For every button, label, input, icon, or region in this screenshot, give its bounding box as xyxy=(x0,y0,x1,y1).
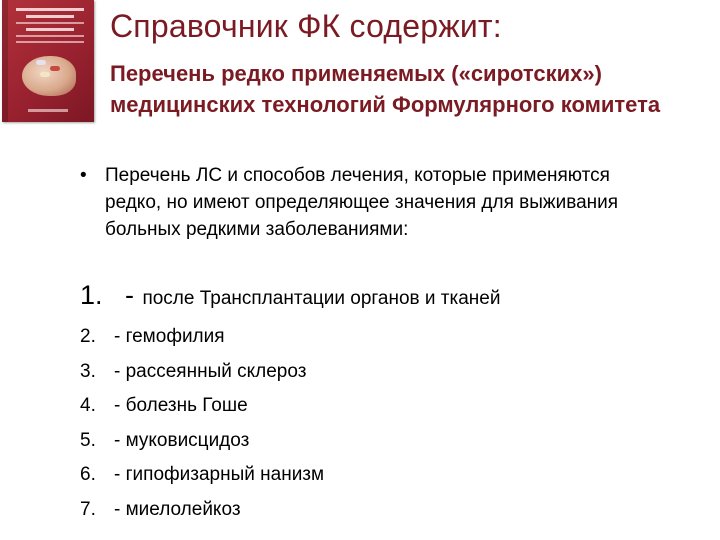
slide-title: Справочник ФК содержит: xyxy=(110,8,502,44)
list-item-number: 3. xyxy=(80,360,96,382)
list-item-number: 5. xyxy=(80,429,96,451)
list-item-text: - гемофилия xyxy=(114,326,225,347)
book-cover-title xyxy=(16,8,84,47)
list-item-text: - гипофизарный нанизм xyxy=(114,464,325,486)
list-item-text: - болезнь Гоше xyxy=(114,395,248,417)
list-item-number: 4. xyxy=(80,395,96,417)
book-spine xyxy=(2,0,8,122)
list-item-number: 2. xyxy=(80,326,96,347)
list-item xyxy=(80,499,324,534)
list-item-text: - муковисцидоз xyxy=(114,429,250,451)
list-item-text: - миелолейкоз xyxy=(114,498,241,520)
bullet-paragraph xyxy=(80,162,670,243)
list-item xyxy=(80,361,324,396)
list-item-dash: - xyxy=(124,280,134,310)
list-item-text: - рассеянный склероз xyxy=(114,360,307,382)
book-cover-image xyxy=(2,0,94,122)
bullet-icon: • xyxy=(80,165,87,186)
numbered-list xyxy=(80,326,324,534)
list-item xyxy=(80,326,324,361)
list-item-text: после Трансплантации органов и тканей xyxy=(142,288,501,309)
bullet-text: Перечень ЛС и способов лечения, которые применяются редко, но имеют определяющее значения для выживания больных редкими заболеваниями: xyxy=(105,165,619,240)
list-item xyxy=(80,464,324,499)
list-item xyxy=(80,395,324,430)
list-item-number: 7. xyxy=(80,498,96,520)
list-item xyxy=(80,280,500,311)
list-item xyxy=(80,430,324,465)
list-item-number: 1. xyxy=(80,280,103,310)
list-item-number: 6. xyxy=(80,464,96,486)
slide-subtitle: Перечень редко применяемых («сиротских») медицинских технологий Формулярного комитета xyxy=(110,61,661,117)
